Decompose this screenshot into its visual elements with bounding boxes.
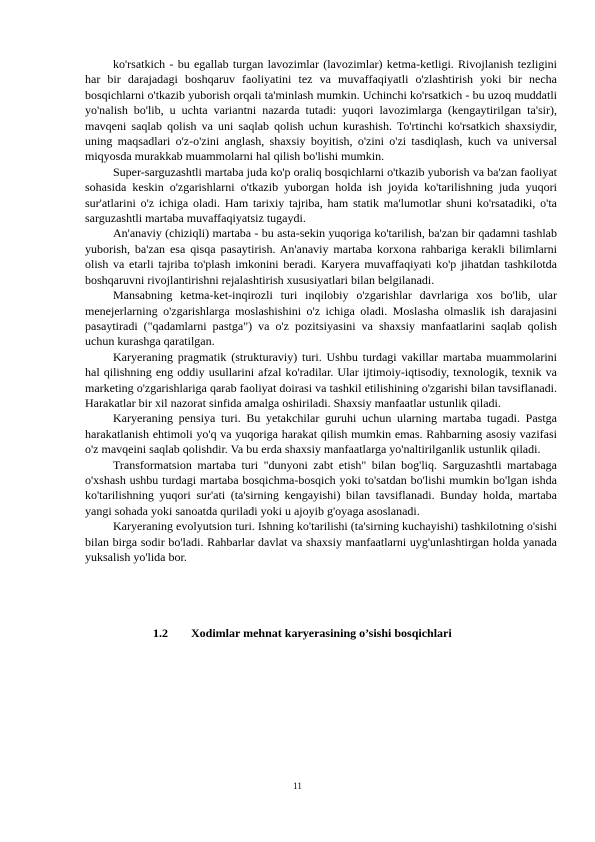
body-paragraph: Karyeraning pensiya turi. Bu yetakchilar guruhi uchun ularning martaba tugadi. Pastga harakatlanish ehtimoli yo'q va yuqoriga harakat qilish mumkin emas. Rahbarning asosiy vazifasi o'z mavqeini saqlab qolishdir. Va bu erda shaxsiy manfaatlarga yo'naltirilganlik ustunlik qiladi. [85, 411, 557, 457]
section-heading [85, 626, 557, 641]
page-number: 11 [293, 781, 302, 791]
section-spacer [85, 565, 557, 626]
body-paragraph: Transformatsion martaba turi "dunyoni zabt etish" bilan bog'liq. Sarguzashtli martabaga o'xshash ushbu turdagi martaba bosqichma-bosqich yoki to'satdan bo'lishi mumkin bo'lgan ishda ko'tarilishning yuqori sur'ati (ta'sirning kengayishi) bilan tavsiflanadi. Bunday holda, martaba yangi sohada yoki sanoatda quriladi yoki u ajoyib g'oyaga asoslanadi. [85, 457, 557, 518]
document-page [85, 57, 557, 641]
body-paragraph: ko'rsatkich - bu egallab turgan lavozimlar (lavozimlar) ketma-ketligi. Rivojlanish tezligini har bir darajadagi boshqaruv faoliyatini tez va muvaffaqiyatli o'zlashtirish yoki bir necha bosqichlarni o'tkazib yuborish orqali ta'minlash mumkin. Uchinchi ko'rsatkich - bu uzoq muddatli yo'nalish bo'lib, u uchta variantni nazarda tutadi: yuqori lavozimlarga (kengaytirilgan ta'sir), mavqeni saqlab qolish va uni saqlab qolish uchun kurashish. To'rtinchi ko'rsatkich shaxsiydir, uning maqsadlari o'z-o'zini anglash, shaxsiy boyitish, o'zini o'zi tasdiqlash, kuch va universal miqyosda murakkab muammolarni hal qilish bo'lishi mumkin. [85, 57, 557, 164]
body-paragraph: Karyeraning evolyutsion turi. Ishning ko'tarilishi (ta'sirning kuchayishi) tashkilotning o'sishi bilan birga sodir bo'ladi. Rahbarlar davlat va shaxsiy manfaatlarni uyg'unlashtirgan holda yanada yuksalish yo'lida bor. [85, 519, 557, 564]
section-title: Xodimlar mehnat karyerasining o’sishi bosqichlari [191, 626, 452, 641]
body-paragraph: An'anaviy (chiziqli) martaba - bu asta-sekin yuqoriga ko'tarilish, ba'zan bir qadamni tashlab yuborish, ba'zan esa qisqa pasaytirish. An'anaviy martaba korxona rahbariga kerakli bilimlarni olish va etarli tajriba to'plash imkonini beradi. Karyera muvaffaqiyati ko'p jihatdan tashkilotda boshqaruvni rivojlantirishni rejalashtirish xususiyatlari bilan belgilanadi. [85, 226, 557, 287]
section-number: 1.2 [153, 626, 168, 641]
body-paragraph: Karyeraning pragmatik (strukturaviy) turi. Ushbu turdagi vakillar martaba muammolarini hal qilishning eng oddiy usullarini afzal ko'radilar. Ular ijtimoiy-iqtisodiy, texnologik, texnik va marketing o'zgarishlariga qarab faoliyat doirasi va tashkil etilishining o'zgarishi bilan tavsiflanadi. Harakatlar bir xil nazorat sinfida amalga oshiriladi. Shaxsiy manfaatlar ustunlik qiladi. [85, 349, 557, 410]
body-paragraph: Super-sarguzashtli martaba juda ko'p oraliq bosqichlarni o'tkazib yuborish va ba'zan faoliyat sohasida keskin o'zgarishlarni o'tkazib yuborgan holda ish joyida ko'tarilishning juda yuqori sur'atlarini o'z ichiga oladi. Ham tarixiy tajriba, ham statik ma'lumotlar shuni ko'rsatadiki, o'ta sarguzashtli martaba muvaffaqiyatsiz tugaydi. [85, 164, 557, 226]
body-paragraph: Mansabning ketma-ket-inqirozli turi inqilobiy o'zgarishlar davrlariga xos bo'lib, ular menejerlarning o'zgarishlarga moslashishini o'z ichiga oladi. Moslasha olmaslik ish darajasini pasaytiradi ("qadamlarni pastga") va o'z pozitsiyasini va shaxsiy manfaatlarini saqlab qolish uchun kurashga qaratilgan. [85, 288, 557, 349]
